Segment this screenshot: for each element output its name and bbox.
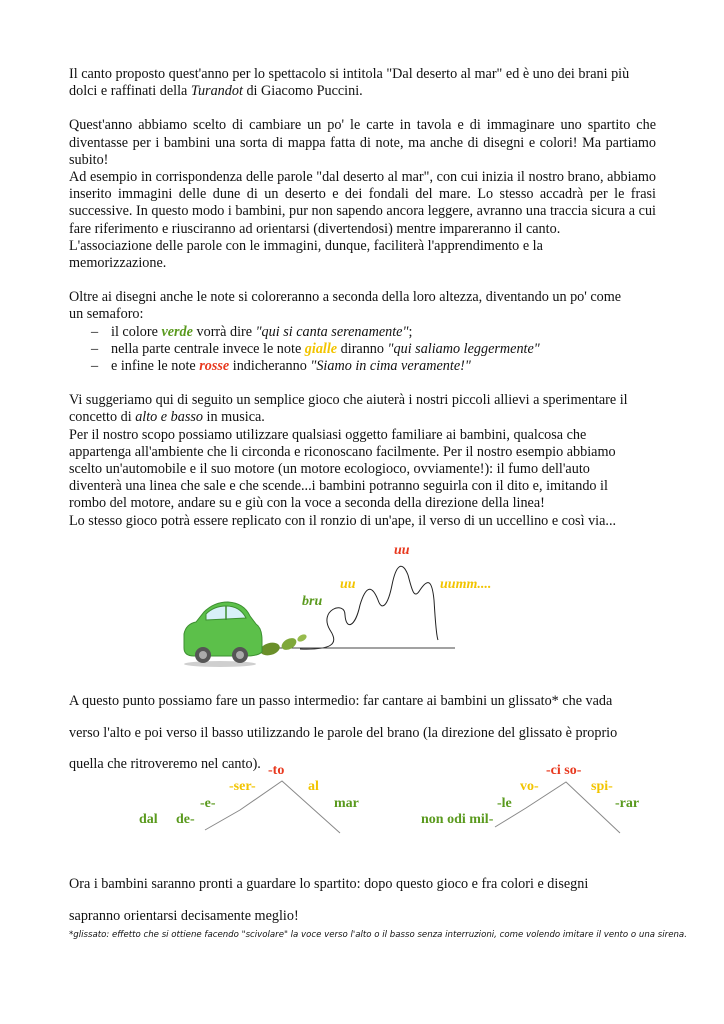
paragraph-associazione-2: memorizzazione. [69,255,167,272]
item-post: diranno [337,340,388,357]
item-quote: "qui saliamo leggermente" [387,340,540,357]
list-item [91,358,656,375]
opera-title: Turandot [190,83,243,100]
label-uu-1: uu [340,577,356,592]
color-list [69,324,656,376]
gliss-ci-so: -ci so- [546,763,582,778]
leaf-icon [259,641,281,658]
item-pre: il colore [111,323,162,340]
list-item [91,324,656,341]
red-word: rosse [199,358,230,375]
item-pre: nella parte centrale invece le note [111,340,305,357]
item-post: indicheranno [229,358,311,375]
intro-text-end: di Giacomo Puccini. [242,83,363,100]
alto-basso: alto e basso [135,409,203,426]
gliss-vo: vo- [520,779,539,794]
glissato-line-1 [205,781,340,833]
gliss-e: -e- [200,796,216,811]
conclusion [69,862,656,939]
intro-line-2 [69,83,656,100]
gioco-text-end: in musica. [202,409,265,426]
gliss-spi: spi- [591,779,613,794]
document-body [69,66,656,530]
glissato-line-text-1: A questo punto possiamo fare un passo intermedio: far cantare ai bambini un glissato* che vada [69,693,613,710]
gioco-line-5: scelto un'automobile e il suo motore (un motore ecologioco, ovviamente!): il fumo dell'auto [69,461,590,478]
gliss-ser: -ser- [229,779,256,794]
yellow-word: gialle [304,340,338,357]
semaforo-line-1: Oltre ai disegni anche le note si coloreranno a seconda della loro altezza, diventando un po' come [69,289,622,306]
gliss-le: -le [497,796,512,811]
gioco-line-4: appartenga all'ambiente che li circonda e riconoscano facilmente. Per il nostro esempio abbiamo [69,443,616,460]
item-post: vorrà dire [192,323,256,340]
gioco-line-7: rombo del motore, andare su e giù con la voce a seconda della direzione della linea! [69,495,545,512]
gioco-line-2 [69,409,656,426]
car-icon [184,602,262,667]
footnote: *glissato: effetto che si ottiene facendo "scivolare" la voce verso l'alto o il basso senza interruzioni, come volendo imitare il vento o una sirena. [69,930,687,940]
glissato-line-text-2: verso l'alto e poi verso il basso utilizzando le parole del brano (la direzione del glissato è proprio [69,724,618,741]
list-item [91,341,656,358]
label-uumm: uumm.... [440,577,492,592]
gliss-rar: -rar [615,796,640,811]
gliss-al: al [308,779,319,794]
leaf-icon [280,636,299,653]
gliss-to: -to [268,763,285,778]
conclusion-line-1: Ora i bambini saranno pronti a guardare lo spartito: dopo questo gioco e fra colori e disegni [69,876,589,893]
glissato-line-text-3: quella che ritroveremo nel canto). [69,755,261,772]
intro-line-1: Il canto proposto quest'anno per lo spettacolo si intitola "Dal deserto al mar" ed è uno dei brani più [69,66,630,82]
item-quote: "qui si canta serenamente" [255,323,409,340]
item-quote: "Siamo in cima veramente!" [310,358,471,375]
conclusion-line-2: sapranno orientarsi decisamente meglio! [69,907,299,924]
leaf-icon [296,633,308,643]
intro-text: dolci e raffinati della [69,83,191,100]
gioco-line-3: Per il nostro scopo possiamo utilizzare qualsiasi oggetto familiare ai bambini, qualcosa che [69,426,587,443]
paragraph-associazione-1: L'associazione delle parole con le immagini, dunque, faciliterà l'apprendimento e la [69,237,543,254]
gioco-line-1: Vi suggeriamo qui di seguito un semplice gioco che aiuterà i nostri piccoli allievi a sperimentare il [69,392,628,409]
gioco-line-8: Lo stesso gioco potrà essere replicato con il ronzio di un'ape, il verso di un uccellino e così via... [69,512,617,529]
gioco-text: concetto di [69,409,136,426]
gliss-non-odi: non odi mil- [421,812,494,827]
gliss-mar: mar [334,796,359,811]
label-bru: bru [302,594,323,609]
paragraph-spartito: Quest'anno abbiamo scelto di cambiare un po' le carte in tavola e di immaginare uno spartito che diventasse per i bambini una sorta di mappa fatta di note, ma anche di disegni e colori! Ma partiamo subito! [69,117,656,168]
semaforo-line-2: un semaforo: [69,306,144,323]
paragraph-esempio: Ad esempio in corrispondenza delle parole "dal deserto al mar", con cui inizia il nostro brano, abbiamo inserito immagini delle dune di un deserto e dei fondali del mare. Lo stesso accadrà per le frasi successive. In questo modo i bambini, pur non sapendo ancora leggere, avranno una traccia sicura a cui fare riferimento e riusciranno ad orientarsi (divertendosi) mentre impareranno il canto. [69,169,656,237]
gliss-de: de- [176,812,195,827]
gioco-line-6: diventerà una linea che sale e che scende...i bambini potranno seguirla con il dito e, imitando il [69,478,608,495]
item-end: ; [408,323,413,340]
green-word: verde [161,323,193,340]
item-pre: e infine le note [111,358,200,375]
gliss-dal: dal [139,812,158,827]
label-uu-2: uu [394,543,410,558]
